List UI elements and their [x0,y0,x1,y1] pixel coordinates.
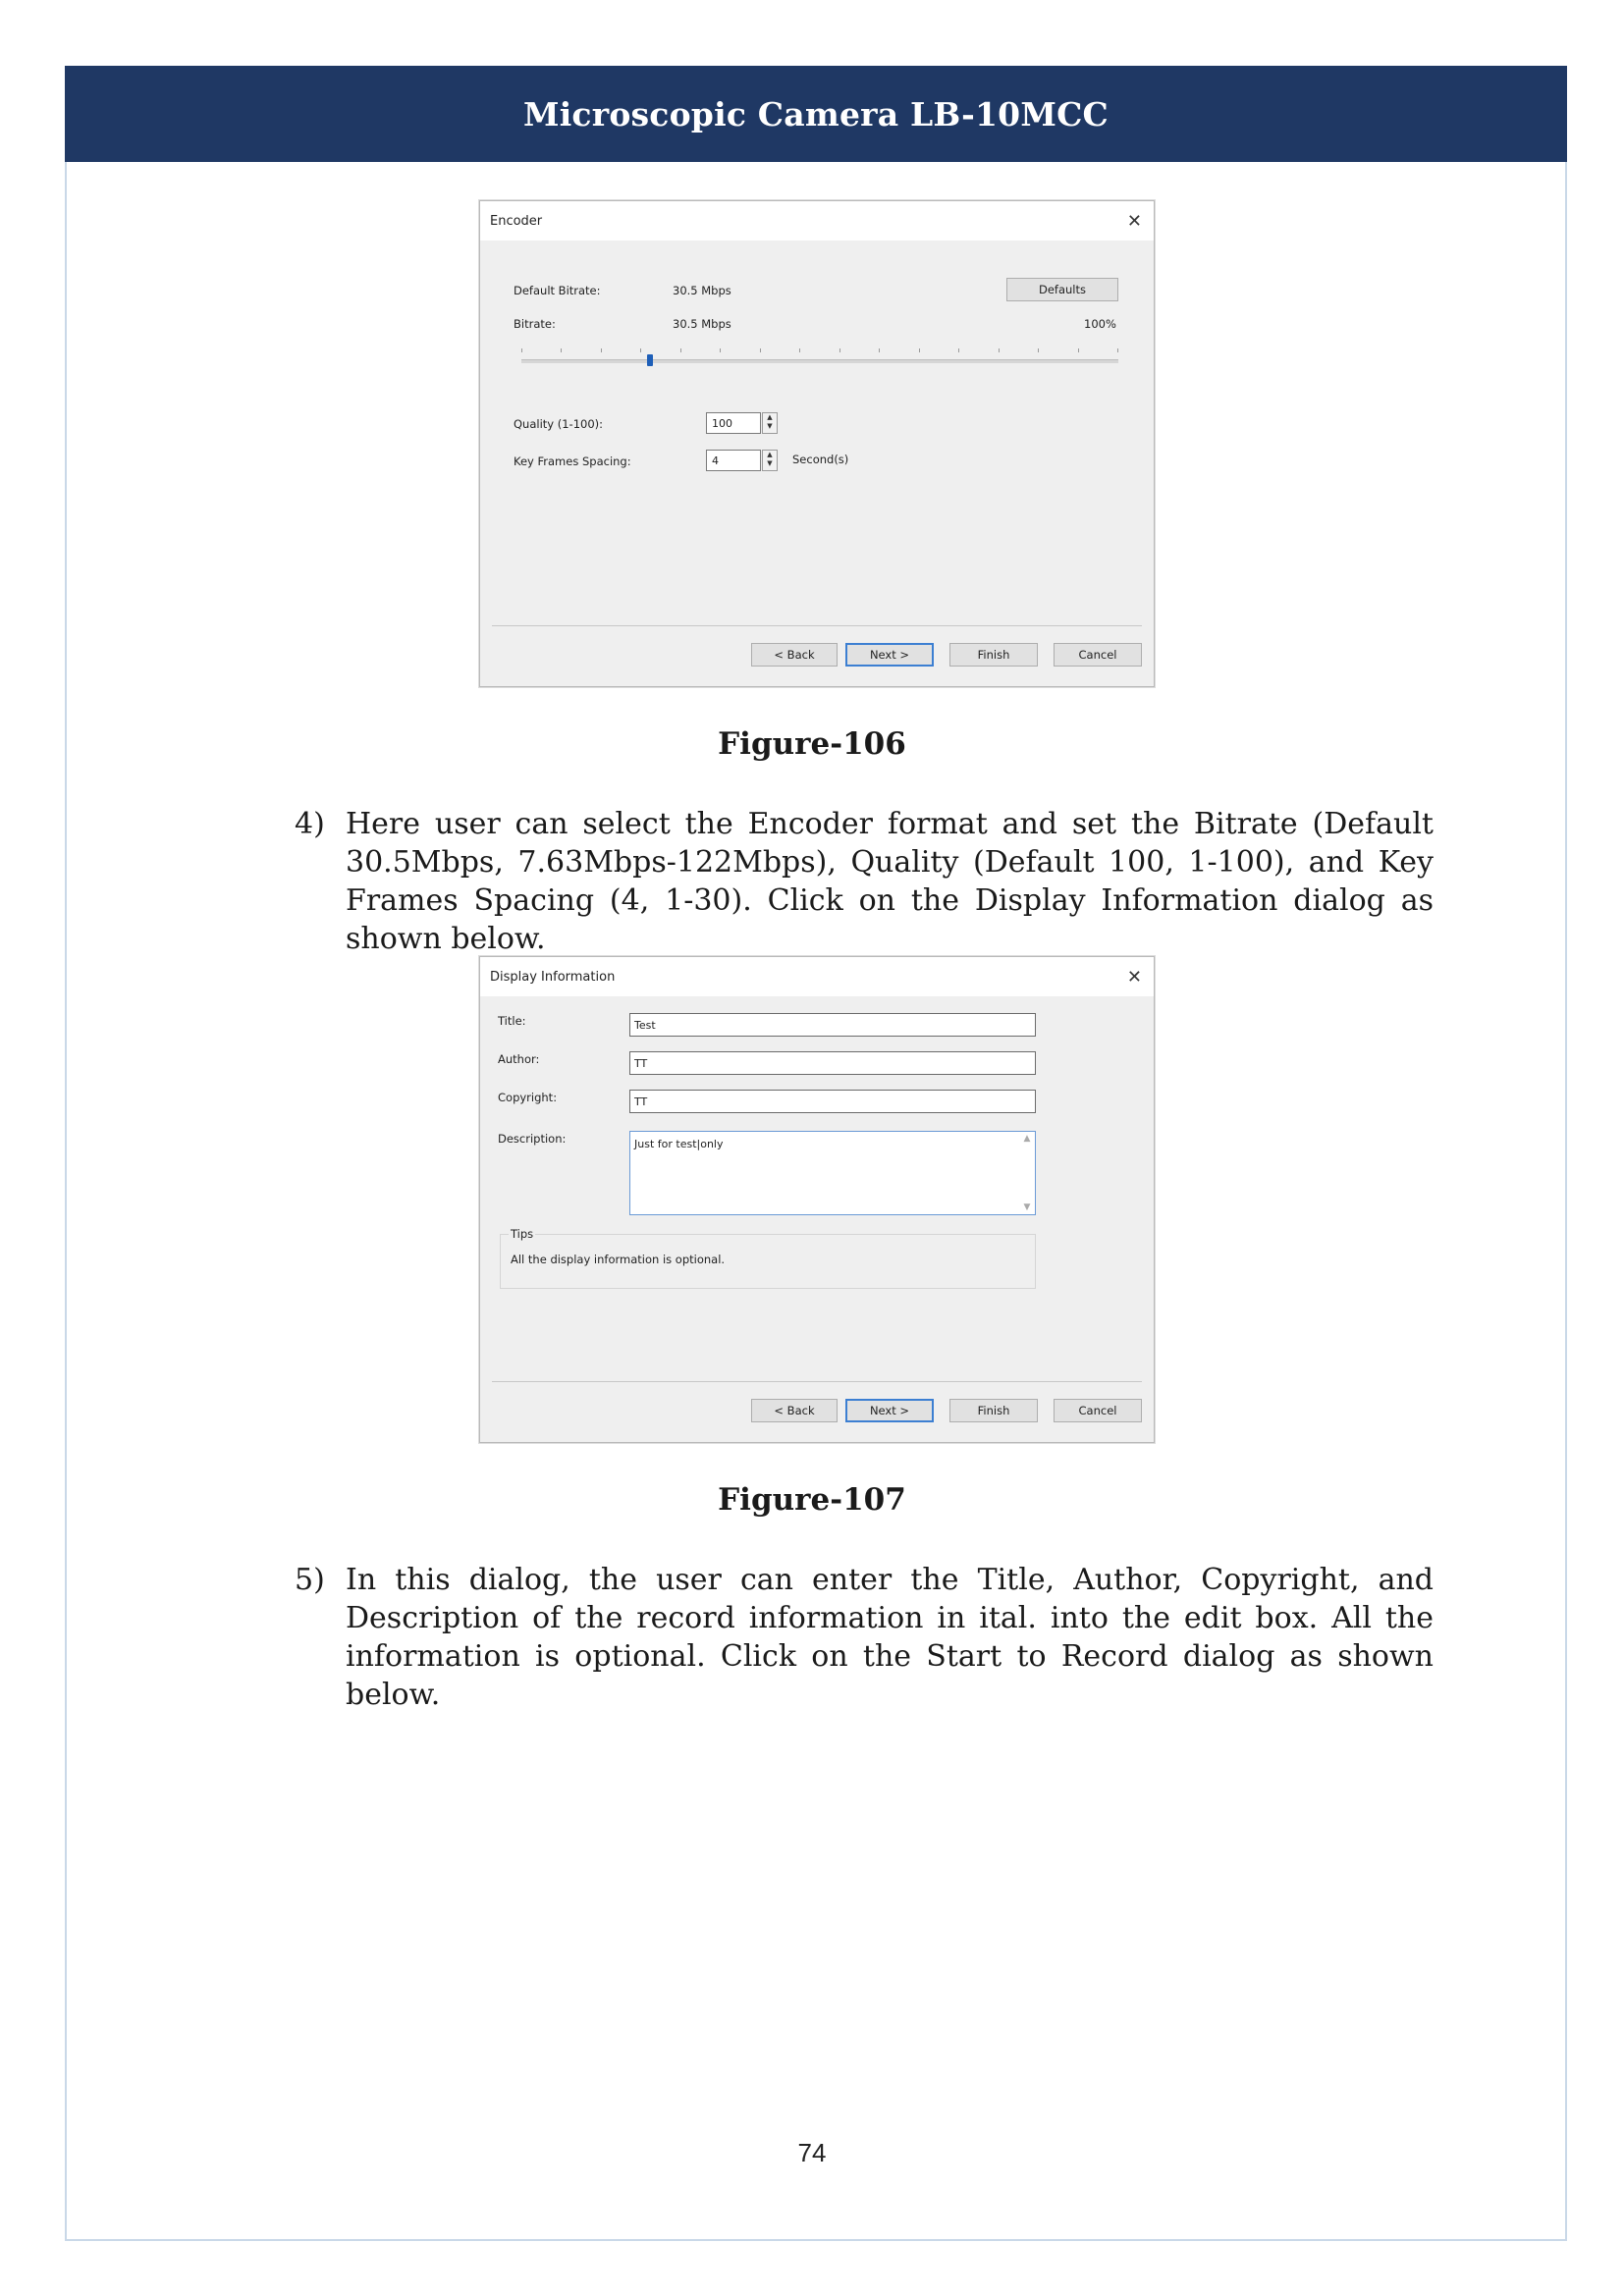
next-button[interactable]: Next > [845,1399,934,1422]
close-icon[interactable]: ✕ [1126,210,1142,232]
step-5-paragraph [295,1561,1434,1712]
back-button[interactable]: < Back [751,1399,838,1422]
document-title: Microscopic Camera LB-10MCC [522,94,1110,133]
default-bitrate-value: 30.5 Mbps [673,284,731,297]
step-number: 5) [295,1563,325,1597]
tips-label: Tips [511,1227,534,1241]
quality-label: Quality (1-100): [514,417,604,431]
keyframes-stepper[interactable]: 4 [706,450,761,471]
figure-107-caption: Figure-107 [718,1482,906,1518]
next-button[interactable]: Next > [845,643,934,667]
finish-button[interactable]: Finish [949,1399,1038,1422]
slider-tick [999,348,1000,352]
scroll-up-icon[interactable]: ▲ [1023,1134,1031,1144]
keyframes-unit: Second(s) [792,453,849,466]
encoder-dialog-title: Encoder [490,213,543,229]
display-dialog-title: Display Information [490,969,616,985]
slider-tick [958,348,959,352]
keyframes-label: Key Frames Spacing: [514,454,631,468]
slider-tick [839,348,840,352]
step-text: Here user can select the Encoder format and set the Bitrate (Default 30.5Mbps, 7.63Mbps-122Mbps), Quality (Default 100, 1-100), and Key Frames Spacing (4, 1-30). Click on the Display Information dialog as shown below. [346,807,1434,956]
slider-tick [1117,348,1118,352]
separator [492,625,1142,626]
slider-tick [919,348,920,352]
slider-tick [1038,348,1039,352]
description-value: Just for test|only [634,1138,724,1150]
step-number: 4) [295,807,325,841]
scrollbar[interactable] [1021,1134,1033,1212]
tips-text: All the display information is optional. [511,1253,726,1266]
display-information-dialog-screenshot [479,956,1155,1443]
copyright-field[interactable]: TT [629,1090,1036,1113]
description-textarea[interactable] [629,1131,1036,1215]
page-number: 74 [797,2138,827,2167]
slider-tick [879,348,880,352]
slider-tick [1078,348,1079,352]
slider-thumb[interactable] [647,354,653,366]
bitrate-slider[interactable] [521,347,1118,370]
slider-tick [720,348,721,352]
separator [492,1381,1142,1382]
title-field[interactable]: Test [629,1013,1036,1037]
step-4-paragraph [295,805,1434,956]
cancel-button[interactable]: Cancel [1054,643,1142,667]
slider-tick [521,348,522,352]
description-label: Description: [498,1132,567,1146]
figure-106-caption: Figure-106 [718,726,906,762]
slider-tick [640,348,641,352]
document-header [65,66,1567,162]
quality-spin-arrows-icon[interactable]: ▲ ▼ [762,412,778,434]
tips-groupbox [500,1227,1036,1289]
default-bitrate-label: Default Bitrate: [514,284,601,297]
encoder-titlebar [480,201,1154,240]
step-text: In this dialog, the user can enter the Title, Author, Copyright, and Description of the record information in ital. into the edit box. All the information is optional. Click on the Start to Record dialog as shown below. [346,1563,1434,1712]
author-field[interactable]: TT [629,1051,1036,1075]
encoder-dialog-screenshot [479,200,1155,687]
slider-tick [760,348,761,352]
slider-track [521,359,1118,363]
bitrate-max-value: 100% [1084,317,1116,331]
quality-stepper[interactable]: 100 [706,412,761,434]
finish-button[interactable]: Finish [949,643,1038,667]
scroll-down-icon[interactable]: ▼ [1023,1202,1031,1212]
slider-tick [561,348,562,352]
back-button[interactable]: < Back [751,643,838,667]
copyright-label: Copyright: [498,1091,558,1104]
title-label: Title: [498,1014,526,1028]
defaults-button[interactable]: Defaults [1006,278,1118,301]
display-titlebar [480,957,1154,996]
bitrate-label: Bitrate: [514,317,556,331]
slider-tick [680,348,681,352]
cancel-button[interactable]: Cancel [1054,1399,1142,1422]
author-label: Author: [498,1052,540,1066]
bitrate-value: 30.5 Mbps [673,317,731,331]
close-icon[interactable]: ✕ [1126,966,1142,988]
slider-tick [601,348,602,352]
keyframes-spin-arrows-icon[interactable]: ▲ ▼ [762,450,778,471]
slider-tick [799,348,800,352]
